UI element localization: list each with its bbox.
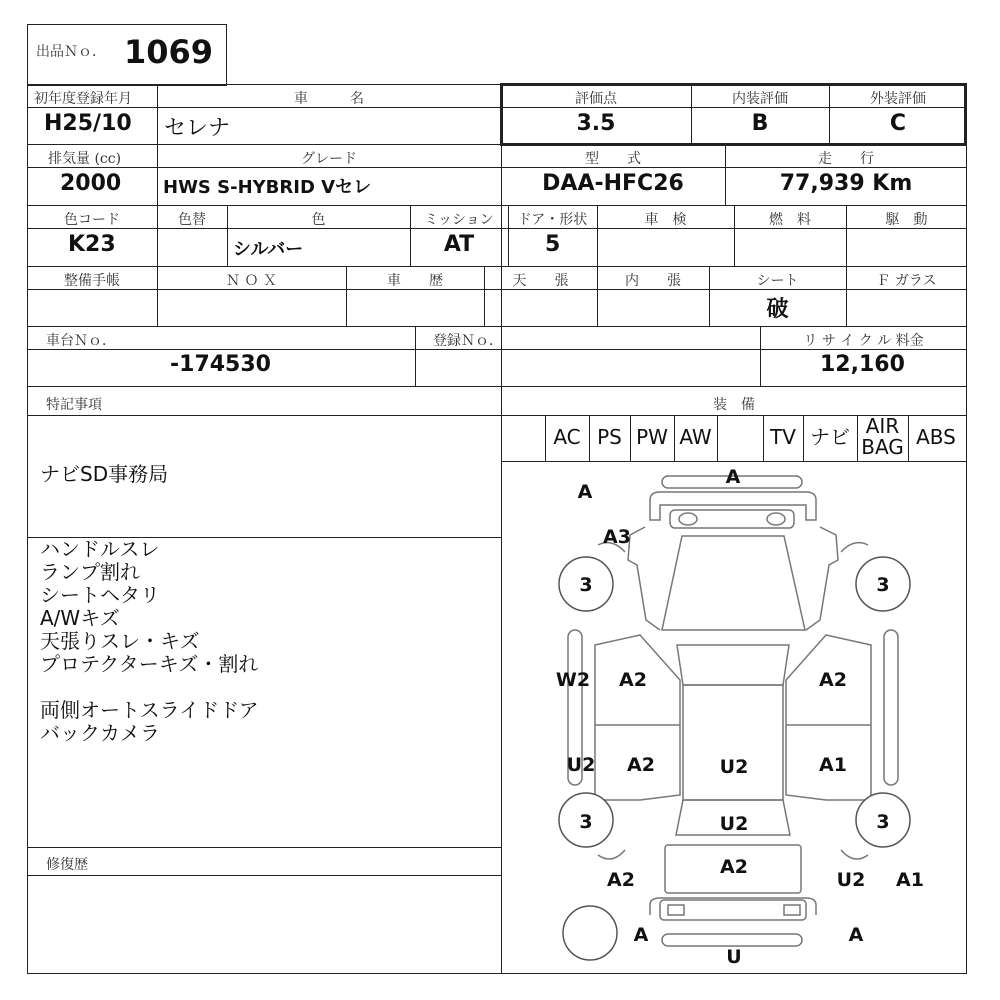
equip-airbag: AIR BAG [861,414,904,459]
car-damage-diagram [501,461,967,973]
exterior-value: C [889,111,907,136]
note-line: A/Wキズ [40,606,120,630]
damage-mark: 3 [579,811,593,833]
front-glass-label: Ｆ ガラス [876,273,937,289]
seat-label: シート [756,273,799,289]
chassis-label: 車台Ｎｏ． [46,333,116,349]
equip-ac: AC [553,425,581,449]
damage-mark: A [577,481,593,503]
seat-value: 破 [766,297,789,322]
damage-mark: A2 [720,856,748,878]
damage-mark: A2 [607,869,635,891]
mission-label: ミッション [424,212,494,228]
inner-lining-label: 内 張 [625,273,681,289]
exterior-label: 外装評価 [870,91,926,107]
color-code-value: K23 [68,232,116,257]
grade-label: グレード [301,151,357,167]
note-line: プロテクターキズ・割れ [40,652,259,676]
color-code-label: 色コード [64,212,120,228]
door-label: ドア・形状 [517,212,588,228]
mileage-value: 77,939 Km [779,171,913,196]
spare-tire-icon [563,906,617,960]
damage-mark: A2 [819,669,847,691]
reg-date-value: H25/10 [44,111,132,136]
car-name-value: セレナ [164,116,231,141]
damage-mark: A3 [603,526,631,548]
note-line: 天張りスレ・キズ [40,629,200,653]
note-line: ハンドルスレ [40,537,160,561]
damage-mark: U2 [566,754,596,776]
note-line: ランプ割れ [40,560,140,584]
damage-mark: U2 [719,813,749,835]
damage-mark: A2 [627,754,655,776]
interior-label: 内装評価 [732,91,788,107]
damage-mark: A2 [619,669,647,691]
note-line: シートヘタリ [40,583,160,607]
notes-top-text: ナビSD事務局 [40,462,169,486]
damage-mark: 3 [876,574,890,596]
model-label: 型 式 [585,151,641,167]
notes-list [40,538,259,745]
score-value: 3.5 [576,111,616,136]
damage-mark: 3 [579,574,593,596]
damage-mark: U2 [836,869,866,891]
history-label: 車 歴 [387,273,443,289]
model-value: DAA-HFC26 [542,171,684,196]
equip-abs: ABS [916,425,956,449]
interior-value: B [751,111,769,136]
equip-aw: AW [679,425,712,449]
recycle-value: 12,160 [820,352,905,377]
nox-label: Ｎ Ｏ Ｘ [226,273,277,289]
damage-mark: A [633,924,649,946]
recolor-label: 色替 [178,212,206,228]
fuel-label: 燃 料 [769,212,811,228]
manual-label: 整備手帳 [64,273,120,289]
grade-value: HWS S-HYBRID Vセレ [163,177,372,198]
equip-navi: ナビ [810,425,850,449]
recycle-label: リ サ イ ク ル 料金 [803,333,924,349]
lot-box [27,24,227,86]
equip-pw: PW [636,425,668,449]
note-line [40,676,259,699]
repair-history-label: 修復歴 [46,857,88,873]
notes-label: 特記事項 [46,397,102,413]
damage-mark: A1 [896,869,924,891]
damage-mark: W2 [555,669,591,691]
damage-mark: A [848,924,864,946]
lot-number: 1069 [124,33,214,71]
displacement-label: 排気量 (cc) [48,151,122,167]
door-value: 5 [545,232,561,257]
note-line: バックカメラ [40,721,160,745]
damage-mark: A1 [819,754,847,776]
equip-tv: TV [770,425,796,449]
damage-mark: 3 [876,811,890,833]
drive-label: 駆 動 [885,212,928,228]
mileage-label: 走 行 [818,151,874,167]
equip-ps: PS [597,425,622,449]
damage-mark: U [726,946,742,968]
score-label: 評価点 [575,91,617,107]
damage-mark: U2 [719,756,749,778]
chassis-value: -174530 [170,352,271,377]
car-name-label: 車 名 [294,91,364,107]
inspection-label: 車 検 [644,212,687,228]
roof-lining-label: 天 張 [512,273,569,289]
damage-mark: A [725,466,741,488]
reg-no-label: 登録Ｎｏ． [433,333,503,349]
displacement-value: 2000 [60,171,122,196]
note-line: 両側オートスライドドア [40,698,259,722]
color-label: 色 [311,212,326,228]
color-value: シルバー [233,239,304,260]
mission-value: AT [443,232,475,257]
equipment-label: 装 備 [713,397,755,413]
lot-label: 出品Ｎｏ． [36,44,106,60]
reg-date-label: 初年度登録年月 [34,91,132,107]
